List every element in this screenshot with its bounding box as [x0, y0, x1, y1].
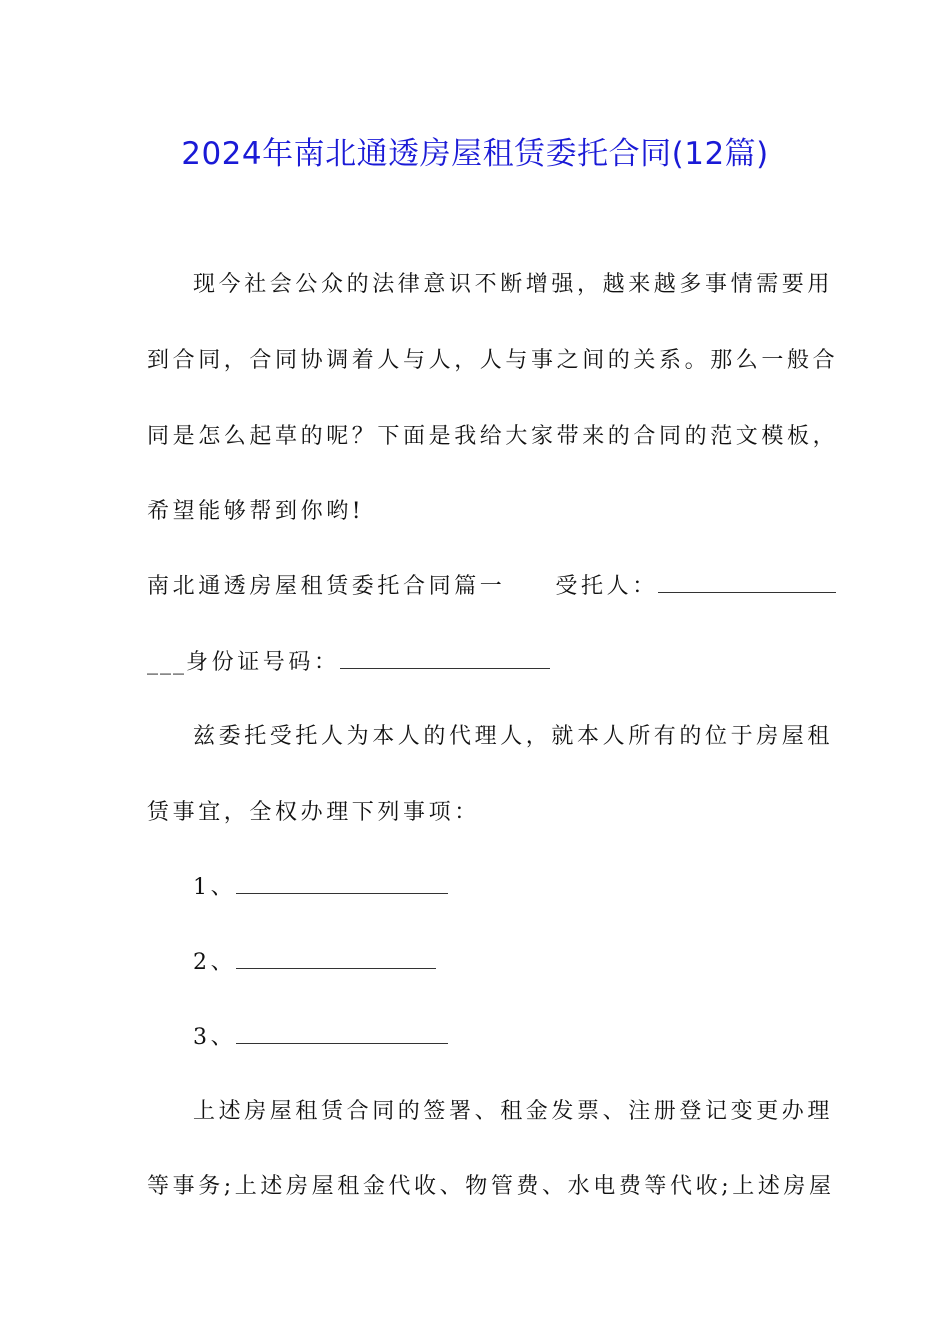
trustee-label: 受托人：: [555, 574, 658, 599]
item-number: 2、: [193, 950, 237, 975]
trustee-blank: [658, 572, 836, 593]
item-row-3: [193, 1023, 448, 1053]
intro-line-3: 同是怎么起草的呢？下面是我给大家带来的合同的范文模板，: [147, 424, 839, 449]
id-label: 身份证号码：: [186, 650, 340, 675]
id-prefix-blank: ___: [147, 650, 186, 675]
item-row-2: [193, 948, 436, 978]
item-blank: [236, 873, 448, 894]
item-number: 3、: [193, 1025, 237, 1050]
intro-line-4: 希望能够帮到你哟!: [147, 499, 365, 524]
section-heading: 南北通透房屋租赁委托合同篇一: [147, 574, 506, 599]
delegation-line-2: 赁事宜，全权办理下列事项：: [147, 800, 480, 825]
delegation-line-1: 兹委托受托人为本人的代理人，就本人所有的位于房屋租: [193, 724, 834, 749]
item-blank: [236, 948, 436, 969]
item-row-1: [193, 873, 448, 903]
closing-line-2: 等事务;上述房屋租金代收、物管费、水电费等代收;上述房屋: [147, 1174, 835, 1199]
section-heading-row: [147, 572, 836, 602]
intro-line-1: 现今社会公众的法律意识不断增强，越来越多事情需要用: [193, 272, 834, 297]
intro-line-2: 到合同，合同协调着人与人，人与事之间的关系。那么一般合: [147, 348, 839, 373]
document-title: 2024年南北通透房屋租赁委托合同(12篇): [181, 136, 769, 172]
id-row: [147, 648, 550, 678]
closing-line-1: 上述房屋租赁合同的签署、租金发票、注册登记变更办理: [193, 1099, 834, 1124]
item-blank: [236, 1023, 448, 1044]
item-number: 1、: [193, 875, 237, 900]
id-blank: [340, 648, 550, 669]
